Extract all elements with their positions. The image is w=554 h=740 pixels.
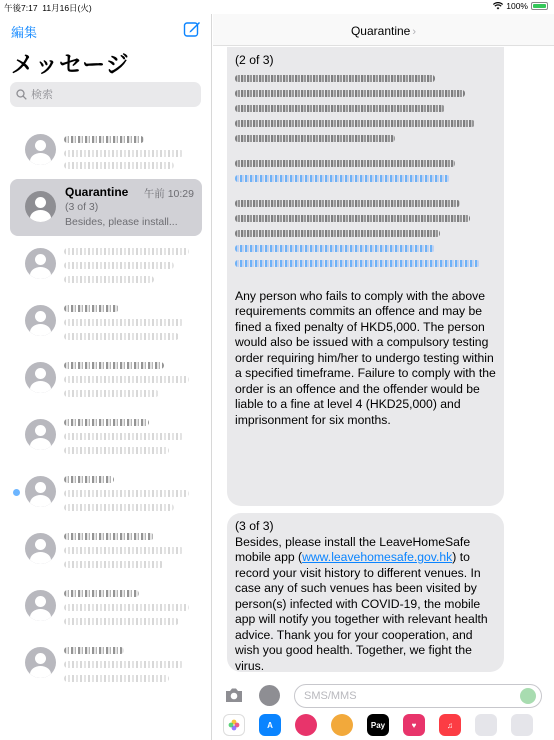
photos-app-icon[interactable] <box>223 714 245 736</box>
conversation-preview-line1: (3 of 3) <box>65 201 99 213</box>
search-icon <box>16 89 27 100</box>
camera-icon[interactable] <box>224 686 244 704</box>
conversation-name: Quarantine <box>65 185 129 199</box>
message-part-header: (2 of 3) <box>235 53 274 67</box>
status-bar <box>0 0 554 14</box>
edit-button[interactable]: 編集 <box>11 25 38 40</box>
contact-name[interactable]: Quarantine › <box>350 24 417 38</box>
images-search-icon[interactable] <box>295 714 317 736</box>
avatar <box>25 590 56 621</box>
compose-icon[interactable] <box>183 20 201 38</box>
conversation-item[interactable] <box>0 464 212 521</box>
avatar <box>25 533 56 564</box>
avatar <box>25 305 56 336</box>
search-field[interactable] <box>10 82 201 107</box>
message-text: Any person who fails to comply with the above requirements commits an offence and may be fined a fixed penalty of HKD5,000. The person would also be issued with a compulsory testing order requiring him/her to undergo testing within a specified timeframe. Failure to comply with the order is an offence and the offender would be liable to a fine at level 4 (HKD25,000) and imprisonment for six months. <box>235 288 496 427</box>
avatar <box>25 134 56 165</box>
memoji-icon[interactable] <box>331 714 353 736</box>
conversation-item[interactable] <box>0 521 212 578</box>
app-icon[interactable] <box>475 714 497 736</box>
conversation-header[interactable] <box>213 14 554 46</box>
conversation-item-quarantine[interactable] <box>10 179 202 236</box>
conversation-item[interactable] <box>0 578 212 635</box>
conversation-item[interactable] <box>0 236 212 293</box>
battery-icon <box>531 2 548 10</box>
wifi-icon <box>493 2 503 10</box>
chevron-right-icon: › <box>412 26 417 38</box>
message-part-header: (3 of 3) <box>235 519 274 533</box>
page-title: メッセージ <box>11 51 130 77</box>
app-icon[interactable] <box>511 714 533 736</box>
conversation-sidebar <box>0 14 212 740</box>
send-button[interactable] <box>520 688 536 704</box>
app-store-icon[interactable]: A <box>259 714 281 736</box>
conversation-pane <box>213 14 554 740</box>
apple-pay-icon[interactable]: Pay <box>367 714 389 736</box>
conversation-item[interactable] <box>0 350 212 407</box>
message-bubble[interactable] <box>227 513 504 672</box>
compose-bar <box>213 682 554 710</box>
avatar <box>25 647 56 678</box>
avatar <box>25 362 56 393</box>
conversation-item[interactable] <box>0 407 212 464</box>
music-icon[interactable]: ♫ <box>439 714 461 736</box>
message-text: Besides, please install the LeaveHomeSafe mobile app (www.leavehomesafe.gov.hk) to record your visit history to different venues. In case any of such venues has been visited by person(s) infected with COVID-19, the mobile app will notify you together with relevant health advice. Thank you for your cooperation, and wish you good health. Together, we fight the virus. <box>235 534 488 673</box>
unread-indicator <box>13 489 20 496</box>
avatar <box>25 419 56 450</box>
app-store-button-icon[interactable] <box>259 685 280 706</box>
conversation-list <box>0 122 212 692</box>
avatar <box>25 191 56 222</box>
conversation-item[interactable] <box>0 122 212 179</box>
status-time: 午後7:17 11月16日(火) <box>4 3 92 13</box>
search-input[interactable] <box>31 89 181 101</box>
digital-touch-icon[interactable]: ♥ <box>403 714 425 736</box>
conversation-item[interactable] <box>0 293 212 350</box>
app-drawer <box>213 712 554 740</box>
message-bubble[interactable] <box>227 47 504 506</box>
message-input[interactable] <box>294 684 542 708</box>
avatar <box>25 248 56 279</box>
conversation-preview-line2: Besides, please install... <box>65 216 178 228</box>
battery-percent: 100% <box>506 1 528 11</box>
avatar <box>25 476 56 507</box>
conversation-time: 午前 10:29 <box>143 188 194 200</box>
conversation-item[interactable] <box>0 635 212 692</box>
redacted-content <box>235 75 496 267</box>
message-link[interactable]: www.leavehomesafe.gov.hk <box>302 550 453 564</box>
